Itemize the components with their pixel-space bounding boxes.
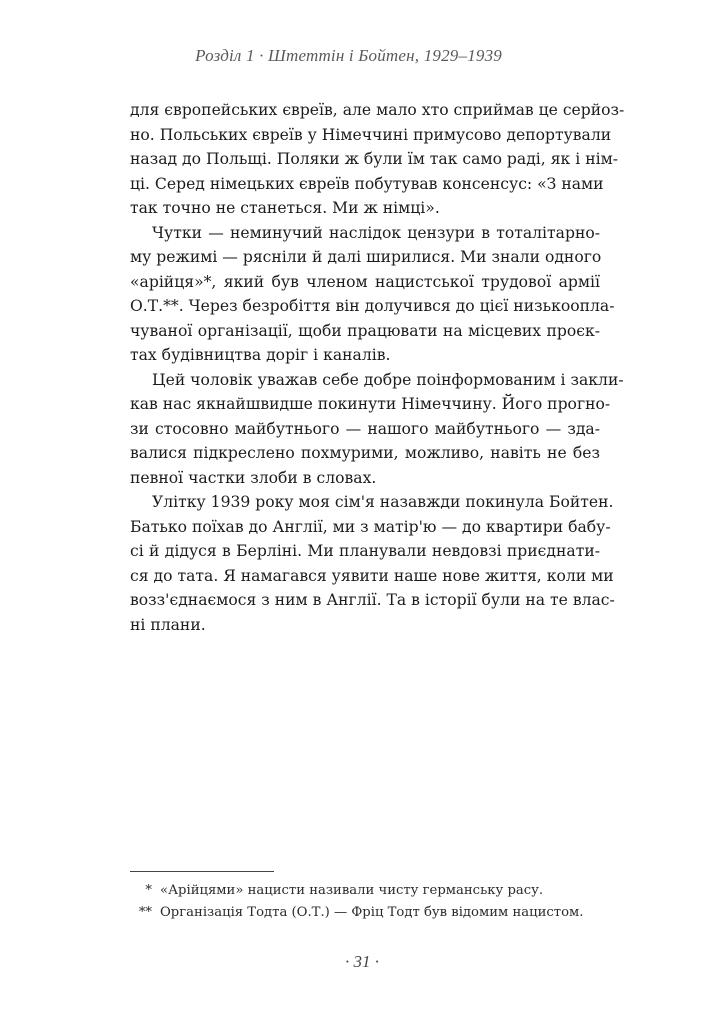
paragraph bbox=[130, 490, 615, 637]
text-line: чуваної організації, щоби працювати на місцевих проєк- bbox=[130, 321, 600, 340]
text-line: Батько поїхав до Англії, ми з матір'ю — до квартири бабу- bbox=[130, 517, 611, 536]
running-head: Розділ 1 · Штеттін і Бойтен, 1929–1939 bbox=[195, 46, 502, 65]
footnote-mark: ** bbox=[138, 905, 152, 920]
text-line: тах будівництва доріг і каналів. bbox=[130, 346, 391, 364]
footnote bbox=[130, 880, 600, 902]
main-text bbox=[130, 98, 625, 637]
text-line: возз'єднаємося з ним в Англії. Та в історії були на те влас- bbox=[130, 591, 615, 609]
footnote-rule bbox=[130, 871, 274, 872]
text-line: ні плани. bbox=[130, 615, 206, 634]
text-line: О.Т.**. Через безробіття він долучився до цієї низькоопла- bbox=[130, 297, 615, 315]
text-line: «арійця»*, який був членом нацистської трудової армії bbox=[130, 272, 600, 291]
text-line: но. Польських євреїв у Німеччині примусово депортували bbox=[130, 125, 612, 144]
text-line: зи стосовно майбутнього — нашого майбутнього — зда- bbox=[130, 419, 600, 438]
paragraph bbox=[130, 368, 624, 491]
text-line: так точно не станеться. Ми ж німці». bbox=[130, 199, 440, 217]
footnote-mark: * bbox=[145, 883, 152, 898]
text-line: му режимі — рясніли й далі ширилися. Ми знали одного bbox=[130, 248, 602, 266]
text-line: певної частки злоби в словах. bbox=[130, 468, 377, 487]
footnote-text: «Арійцями» нацисти називали чисту германську расу. bbox=[160, 883, 544, 898]
text-line: Улітку 1939 року моя сім'я назавжди покинула Бойтен. bbox=[152, 493, 614, 511]
text-line: ся до тата. Я намагався уявити наше нове життя, коли ми bbox=[130, 566, 614, 585]
text-line: сі й дідуся в Берліні. Ми планували невдовзі приєднати- bbox=[130, 542, 600, 560]
text-line: валися підкреслено похмурими, можливо, навіть не без bbox=[130, 444, 600, 462]
text-line: ці. Серед німецьких євреїв побутував консенсус: «З нами bbox=[130, 174, 604, 193]
text-line: Чутки — неминучий наслідок цензури в тоталітарно- bbox=[152, 223, 600, 242]
text-line: для європейських євреїв, але мало хто сприймав це серйоз- bbox=[130, 101, 625, 119]
text-line: Цей чоловік уважав себе добре поінформованим і закли- bbox=[152, 370, 624, 389]
paragraph bbox=[130, 98, 625, 221]
footnote-text: Організація Тодта (О.Т.) — Фріц Тодт був відомим нацистом. bbox=[160, 905, 584, 920]
footnotes bbox=[130, 880, 600, 924]
text-line: кав нас якнайшвидше покинути Німеччину. Його прогно- bbox=[130, 395, 611, 413]
page-number: · 31 · bbox=[345, 952, 379, 971]
text-line: назад до Польщі. Поляки ж були їм так само раді, як і нім- bbox=[130, 150, 618, 168]
footnote bbox=[130, 902, 600, 924]
paragraph bbox=[130, 221, 615, 368]
